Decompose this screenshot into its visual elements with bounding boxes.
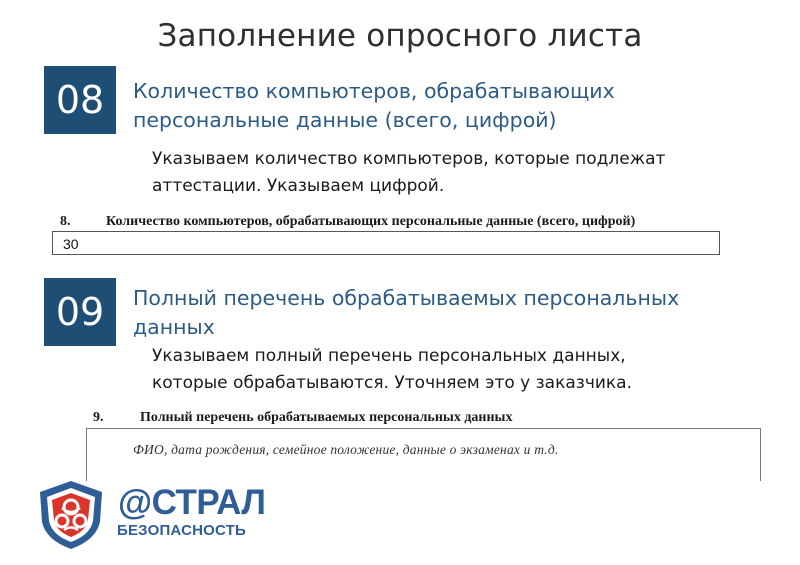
section-heading-line: персональные данные (всего, цифрой): [133, 108, 557, 132]
personal-data-list-field[interactable]: ФИО, дата рождения, семейное положение, данные о экзаменах и т.д.: [86, 428, 761, 481]
shield-logo-icon: [34, 478, 108, 552]
computers-count-field[interactable]: 30: [52, 231, 720, 255]
section-heading-line: данных: [133, 315, 215, 339]
section-description-line: аттестации. Указываем цифрой.: [152, 176, 445, 196]
section-description-08: [152, 146, 665, 200]
brand-subtitle: БЕЗОПАСНОСТЬ: [117, 522, 247, 539]
page-title: Заполнение опросного листа: [157, 18, 643, 54]
section-heading-line: Полный перечень обрабатываемых персональных: [133, 286, 680, 310]
section-heading-09: [133, 284, 679, 342]
form-item-label: Полный перечень обрабатываемых персональных данных: [140, 410, 513, 425]
form-item-number: 8.: [60, 214, 71, 229]
section-description-line: Указываем полный перечень персональных данных,: [152, 346, 626, 366]
section-description-09: [152, 343, 632, 397]
section-number-08: 08: [44, 66, 116, 134]
section-description-line: которые обрабатываются. Уточняем это у заказчика.: [152, 373, 633, 393]
form-item-number: 9.: [93, 410, 104, 425]
brand-name: @СТРАЛ: [118, 483, 266, 522]
section-heading-08: [133, 77, 615, 135]
section-number-09: 09: [44, 278, 116, 346]
section-description-line: Указываем количество компьютеров, которые подлежат: [152, 149, 666, 169]
form-item-label: Количество компьютеров, обрабатывающих персональные данные (всего, цифрой): [106, 214, 636, 229]
section-heading-line: Количество компьютеров, обрабатывающих: [133, 79, 615, 103]
